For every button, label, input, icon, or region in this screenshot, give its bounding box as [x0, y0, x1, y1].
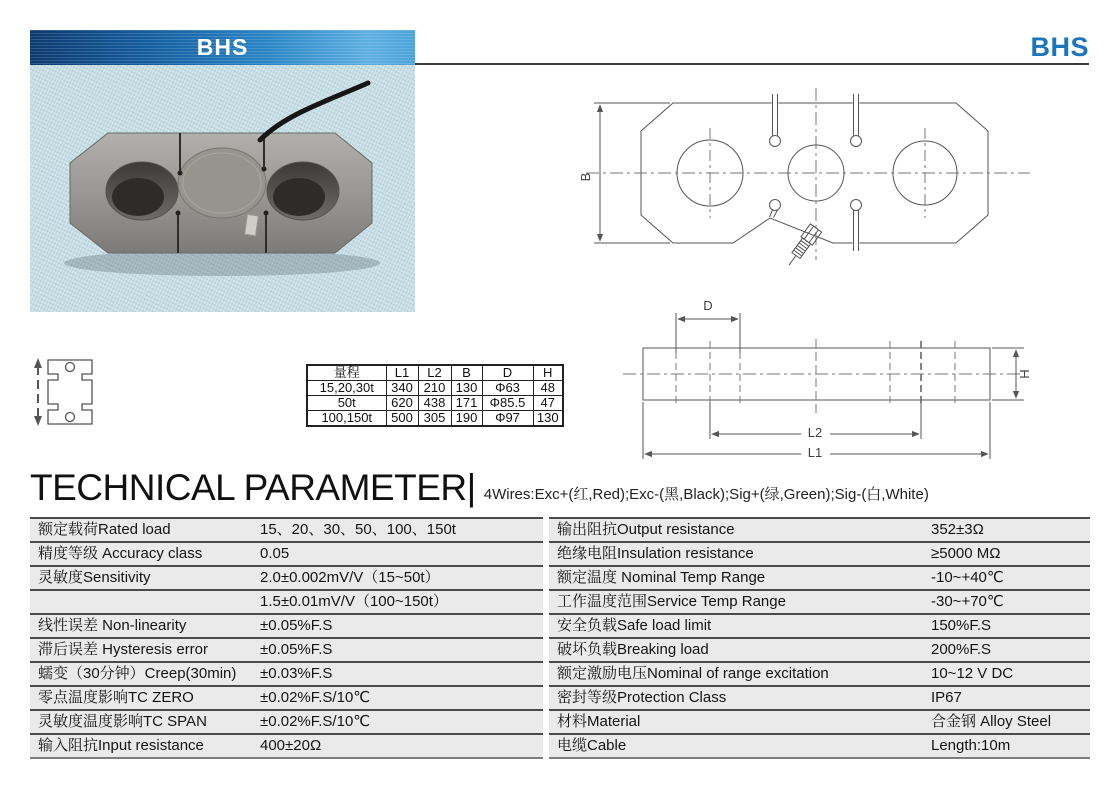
spec-label: 额定载荷Rated load: [38, 521, 171, 538]
spec-label: 灵敏度温度影响TC SPAN: [38, 713, 207, 730]
spec-value: 150%F.S: [931, 617, 992, 634]
dim-cell: 50t: [307, 396, 386, 411]
spec-label: 精度等级 Accuracy class: [38, 545, 203, 562]
dim-cell: 438: [418, 396, 451, 411]
spec-label: 蠕变（30分钟）Creep(30min): [38, 665, 237, 682]
spec-row: [30, 565, 543, 589]
dim-cell: 305: [418, 411, 451, 427]
side-d-label: D: [703, 298, 713, 313]
dim-cell: 210: [418, 381, 451, 396]
page-code: BHS: [1030, 32, 1089, 62]
dim-cell: 620: [386, 396, 418, 411]
spec-value: ±0.05%F.S: [260, 617, 333, 634]
dim-cell: 171: [451, 396, 482, 411]
dim-header: L1: [386, 365, 418, 381]
spec-label: 输出阻抗Output resistance: [557, 521, 735, 538]
load-cell-photo-art: [30, 65, 415, 312]
spec-row: [30, 637, 543, 661]
spec-row: [30, 661, 543, 685]
spec-label: 零点温度影响TC ZERO: [38, 689, 194, 706]
spec-row: [549, 637, 1090, 661]
spec-value: ≥5000 MΩ: [931, 545, 1001, 562]
spec-row: [549, 685, 1090, 709]
spec-label: 密封等级Protection Class: [557, 689, 727, 706]
spec-label: 额定激励电压Nominal of range excitation: [557, 665, 829, 682]
spec-row: [549, 517, 1090, 541]
side-view-drawing: [578, 293, 1070, 465]
spec-value: -30~+70℃: [931, 593, 1004, 610]
dim-cell: 100,150t: [307, 411, 386, 427]
dim-cell: 190: [451, 411, 482, 427]
spec-row: [30, 685, 543, 709]
spec-value: ±0.02%F.S/10℃: [260, 689, 371, 706]
dim-header: D: [482, 365, 533, 381]
dim-row: [307, 381, 563, 396]
spec-value: 352±3Ω: [931, 521, 984, 538]
spec-row: [30, 517, 543, 541]
load-direction-icon: [28, 352, 100, 432]
spec-value: Length:10m: [931, 737, 1011, 754]
dim-header: B: [451, 365, 482, 381]
spec-label: 额定温度 Nominal Temp Range: [557, 569, 766, 586]
dim-cell: Φ63: [482, 381, 533, 396]
spec-value: ±0.03%F.S: [260, 665, 333, 682]
spec-row: [30, 541, 543, 565]
dim-cell: 500: [386, 411, 418, 427]
spec-row: [30, 613, 543, 637]
spec-row: [549, 589, 1090, 613]
spec-value: 400±20Ω: [260, 737, 322, 754]
spec-label: 输入阻抗Input resistance: [38, 737, 204, 754]
spec-label: 灵敏度Sensitivity: [38, 569, 151, 586]
spec-label: 安全负载Safe load limit: [557, 617, 712, 634]
dim-header-row: [307, 365, 563, 381]
spec-row: [549, 541, 1090, 565]
spec-value: -10~+40℃: [931, 569, 1004, 586]
spec-row: [30, 733, 543, 759]
spec-table-left: [30, 517, 543, 759]
dim-cell: 130: [451, 381, 482, 396]
dim-cell: 130: [533, 411, 563, 427]
banner-title: BHS: [196, 34, 249, 60]
spec-value: 200%F.S: [931, 641, 992, 658]
spec-label: 材料Material: [557, 713, 641, 730]
dim-cell: 15,20,30t: [307, 381, 386, 396]
model-banner: [30, 30, 415, 65]
spec-value: 2.0±0.002mV/V（15~50t）: [260, 569, 440, 586]
dim-cell: 47: [533, 396, 563, 411]
spec-value: ±0.02%F.S/10℃: [260, 713, 371, 730]
dim-cell: 340: [386, 381, 418, 396]
dim-cell: Φ85.5: [482, 396, 533, 411]
plan-view-drawing: [578, 86, 1040, 294]
spec-label: 线性误差 Non-linearity: [38, 617, 187, 634]
section-heading-row: [30, 468, 929, 508]
dim-row: [307, 411, 563, 427]
side-view-art: [578, 293, 1070, 465]
section-title: TECHNICAL PARAMETER|: [30, 467, 476, 508]
spec-value: 0.05: [260, 545, 290, 562]
spec-row: [549, 709, 1090, 733]
spec-value: 10~12 V DC: [931, 665, 1014, 682]
spec-row: [549, 733, 1090, 759]
dim-header: 量程: [307, 365, 386, 381]
dim-header: L2: [418, 365, 451, 381]
spec-label: 滞后误差 Hysteresis error: [38, 641, 209, 658]
plan-view-art: [578, 86, 1040, 294]
plan-b-label: B: [578, 172, 593, 182]
spec-value: ±0.05%F.S: [260, 641, 333, 658]
spec-value: 合金钢 Alloy Steel: [931, 713, 1052, 730]
spec-row: [549, 661, 1090, 685]
spec-row: [549, 613, 1090, 637]
cable: [260, 83, 368, 140]
spec-label: [30, 591, 260, 613]
spec-label: 电缆Cable: [557, 737, 627, 754]
dim-header: H: [533, 365, 563, 381]
spec-row: [30, 709, 543, 733]
side-h-label: H: [1017, 369, 1032, 379]
spec-table-right: [549, 517, 1090, 759]
range-dimension-table: [306, 364, 564, 427]
spec-value: IP67: [931, 689, 962, 706]
dim-cell: 48: [533, 381, 563, 396]
product-photo: [30, 65, 415, 312]
side-l2-label: L2: [807, 425, 823, 440]
dim-row: [307, 396, 563, 411]
side-l1-label: L1: [807, 445, 823, 460]
spec-row: [30, 589, 543, 613]
spec-label: 绝缘电阻Insulation resistance: [557, 545, 754, 562]
spec-label: 工作温度范围Service Temp Range: [557, 593, 786, 610]
dim-cell: Φ97: [482, 411, 533, 427]
spec-row: [549, 565, 1090, 589]
spec-value: 1.5±0.01mV/V（100~150t）: [260, 593, 448, 610]
spec-label: 破坏负载Breaking load: [557, 641, 709, 658]
wiring-note: 4Wires:Exc+(红,Red);Exc-(黑,Black);Sig+(绿,Green);Sig-(白,White): [483, 486, 929, 503]
spec-value: 15、20、30、50、100、150t: [260, 521, 456, 538]
